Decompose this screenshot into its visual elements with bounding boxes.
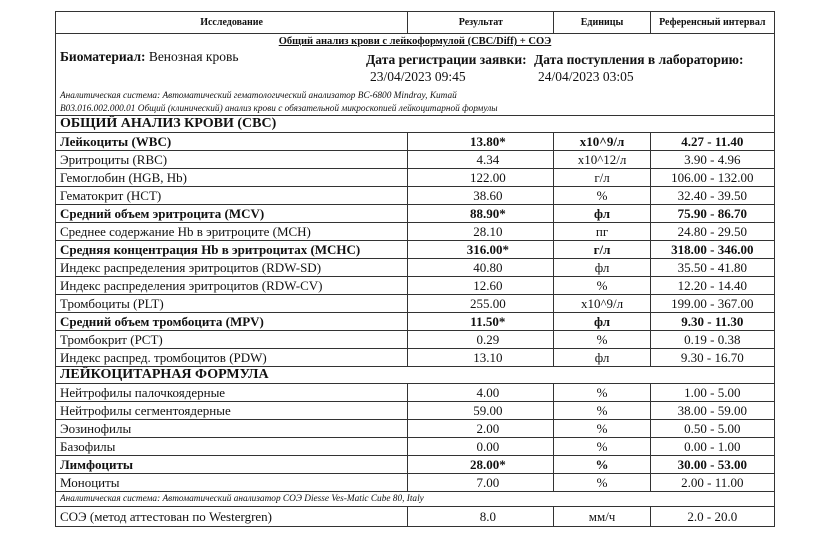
result-value: 28.10	[408, 223, 554, 241]
unit-value: фл	[554, 313, 650, 331]
table-row	[56, 474, 775, 492]
registration-value: 23/04/2023 09:45	[370, 69, 466, 84]
result-value: 11.50*	[408, 313, 554, 331]
table-row	[56, 295, 775, 313]
table-row	[56, 331, 775, 349]
reference-range: 0.50 - 5.00	[650, 420, 774, 438]
unit-value: %	[554, 331, 650, 349]
reference-range: 32.40 - 39.50	[650, 187, 774, 205]
received-date	[534, 51, 743, 85]
table-row	[56, 384, 775, 402]
result-value: 0.00	[408, 438, 554, 456]
table-row	[56, 402, 775, 420]
reference-range: 24.80 - 29.50	[650, 223, 774, 241]
reference-range: 2.00 - 11.00	[650, 474, 774, 492]
result-value: 7.00	[408, 474, 554, 492]
registration-label: Дата регистрации заявки:	[366, 52, 527, 67]
unit-value: %	[554, 438, 650, 456]
result-value: 59.00	[408, 402, 554, 420]
test-name: Гемоглобин (HGB, Hb)	[56, 169, 408, 187]
header-reference: Референсный интервал	[650, 12, 774, 34]
reference-range: 199.00 - 367.00	[650, 295, 774, 313]
result-value: 8.0	[408, 507, 554, 527]
unit-value: %	[554, 402, 650, 420]
biomaterial-label: Биоматериал:	[60, 49, 146, 64]
unit-value: %	[554, 187, 650, 205]
esr-analyzer-note-row	[56, 492, 775, 507]
unit-value: фл	[554, 205, 650, 223]
table-row	[56, 187, 775, 205]
table-row	[56, 313, 775, 331]
received-label: Дата поступления в лабораторию:	[534, 52, 744, 67]
result-value: 38.60	[408, 187, 554, 205]
result-value: 4.00	[408, 384, 554, 402]
reference-range: 9.30 - 11.30	[650, 313, 774, 331]
test-name: Средний объем тромбоцита (MPV)	[56, 313, 408, 331]
test-name: Индекс распределения эритроцитов (RDW-SD)	[56, 259, 408, 277]
reference-range: 75.90 - 86.70	[650, 205, 774, 223]
header-result: Результат	[408, 12, 554, 34]
table-row	[56, 277, 775, 295]
header-test: Исследование	[56, 12, 408, 34]
reference-range: 35.50 - 41.80	[650, 259, 774, 277]
unit-value: x10^12/л	[554, 151, 650, 169]
test-name: Лимфоциты	[56, 456, 408, 474]
esr-row	[56, 507, 775, 527]
received-value: 24/04/2023 03:05	[538, 69, 634, 84]
result-value: 316.00*	[408, 241, 554, 259]
section-diff-row	[56, 367, 775, 384]
reference-range: 9.30 - 16.70	[650, 349, 774, 367]
test-name: Эозинофилы	[56, 420, 408, 438]
section-cbc-row	[56, 116, 775, 133]
test-name: Тромбоциты (PLT)	[56, 295, 408, 313]
table-header-row	[56, 12, 775, 34]
test-name: Нейтрофилы палочкоядерные	[56, 384, 408, 402]
unit-value: %	[554, 384, 650, 402]
test-name: Индекс распределения эритроцитов (RDW-CV)	[56, 277, 408, 295]
reference-range: 38.00 - 59.00	[650, 402, 774, 420]
table-row	[56, 259, 775, 277]
test-name: Гематокрит (HCT)	[56, 187, 408, 205]
table-row	[56, 223, 775, 241]
result-value: 0.29	[408, 331, 554, 349]
result-value: 122.00	[408, 169, 554, 187]
table-row	[56, 205, 775, 223]
reference-range: 0.00 - 1.00	[650, 438, 774, 456]
table-row	[56, 438, 775, 456]
section-diff-title: ЛЕЙКОЦИТАРНАЯ ФОРМУЛА	[56, 367, 775, 384]
test-name: Тромбокрит (PCT)	[56, 331, 408, 349]
test-name: Базофилы	[56, 438, 408, 456]
method-note-row	[56, 102, 775, 116]
test-name: Индекс распред. тромбоцитов (PDW)	[56, 349, 408, 367]
test-name: СОЭ (метод аттестован по Westergren)	[56, 507, 408, 527]
result-value: 4.34	[408, 151, 554, 169]
unit-value: %	[554, 420, 650, 438]
unit-value: %	[554, 474, 650, 492]
unit-value: x10^9/л	[554, 295, 650, 313]
unit-value: %	[554, 456, 650, 474]
header-units: Единицы	[554, 12, 650, 34]
analyzer-note-row	[56, 89, 775, 102]
unit-value: x10^9/л	[554, 133, 650, 151]
result-value: 2.00	[408, 420, 554, 438]
result-value: 12.60	[408, 277, 554, 295]
test-name: Среднее содержание Hb в эритроците (MCH)	[56, 223, 408, 241]
unit-value: %	[554, 277, 650, 295]
panel-title-row	[56, 34, 775, 50]
reference-range: 318.00 - 346.00	[650, 241, 774, 259]
unit-value: г/л	[554, 169, 650, 187]
result-value: 28.00*	[408, 456, 554, 474]
unit-value: фл	[554, 259, 650, 277]
biomaterial-value: Венозная кровь	[148, 49, 239, 64]
reference-range: 0.19 - 0.38	[650, 331, 774, 349]
test-name: Нейтрофилы сегментоядерные	[56, 402, 408, 420]
method-note: B03.016.002.000.01 Общий (клинический) анализ крови с обязательной микроскопией лейкоцитарной формулы	[56, 102, 775, 116]
unit-value: мм/ч	[554, 507, 650, 527]
table-row	[56, 151, 775, 169]
reference-range: 106.00 - 132.00	[650, 169, 774, 187]
reference-range: 1.00 - 5.00	[650, 384, 774, 402]
info-row	[56, 49, 775, 89]
table-row	[56, 241, 775, 259]
table-row	[56, 456, 775, 474]
reference-range: 3.90 - 4.96	[650, 151, 774, 169]
lab-report	[55, 11, 775, 527]
result-value: 88.90*	[408, 205, 554, 223]
results-table	[55, 11, 775, 527]
unit-value: г/л	[554, 241, 650, 259]
panel-title: Общий анализ крови с лейкоформулой (CBC/Diff) + СОЭ	[56, 34, 775, 50]
result-value: 13.10	[408, 349, 554, 367]
result-value: 40.80	[408, 259, 554, 277]
test-name: Эритроциты (RBC)	[56, 151, 408, 169]
table-row	[56, 133, 775, 151]
unit-value: пг	[554, 223, 650, 241]
reference-range: 12.20 - 14.40	[650, 277, 774, 295]
reference-range: 4.27 - 11.40	[650, 133, 774, 151]
table-row	[56, 420, 775, 438]
test-name: Лейкоциты (WBC)	[56, 133, 408, 151]
table-row	[56, 349, 775, 367]
reference-range: 2.0 - 20.0	[650, 507, 774, 527]
result-value: 13.80*	[408, 133, 554, 151]
test-name: Моноциты	[56, 474, 408, 492]
analyzer-note: Аналитическая система: Автоматический гематологический анализатор BC-6800 Mindray, Китай	[56, 89, 775, 102]
registration-date	[366, 51, 527, 85]
test-name: Средний объем эритроцита (MCV)	[56, 205, 408, 223]
unit-value: фл	[554, 349, 650, 367]
result-value: 255.00	[408, 295, 554, 313]
section-cbc-title: ОБЩИЙ АНАЛИЗ КРОВИ (CBC)	[56, 116, 775, 133]
reference-range: 30.00 - 53.00	[650, 456, 774, 474]
table-row	[56, 169, 775, 187]
test-name: Средняя концентрация Hb в эритроцитах (MCHC)	[56, 241, 408, 259]
esr-analyzer-note: Аналитическая система: Автоматический анализатор СОЭ Diesse Ves-Matic Cube 80, Italy	[56, 492, 775, 507]
